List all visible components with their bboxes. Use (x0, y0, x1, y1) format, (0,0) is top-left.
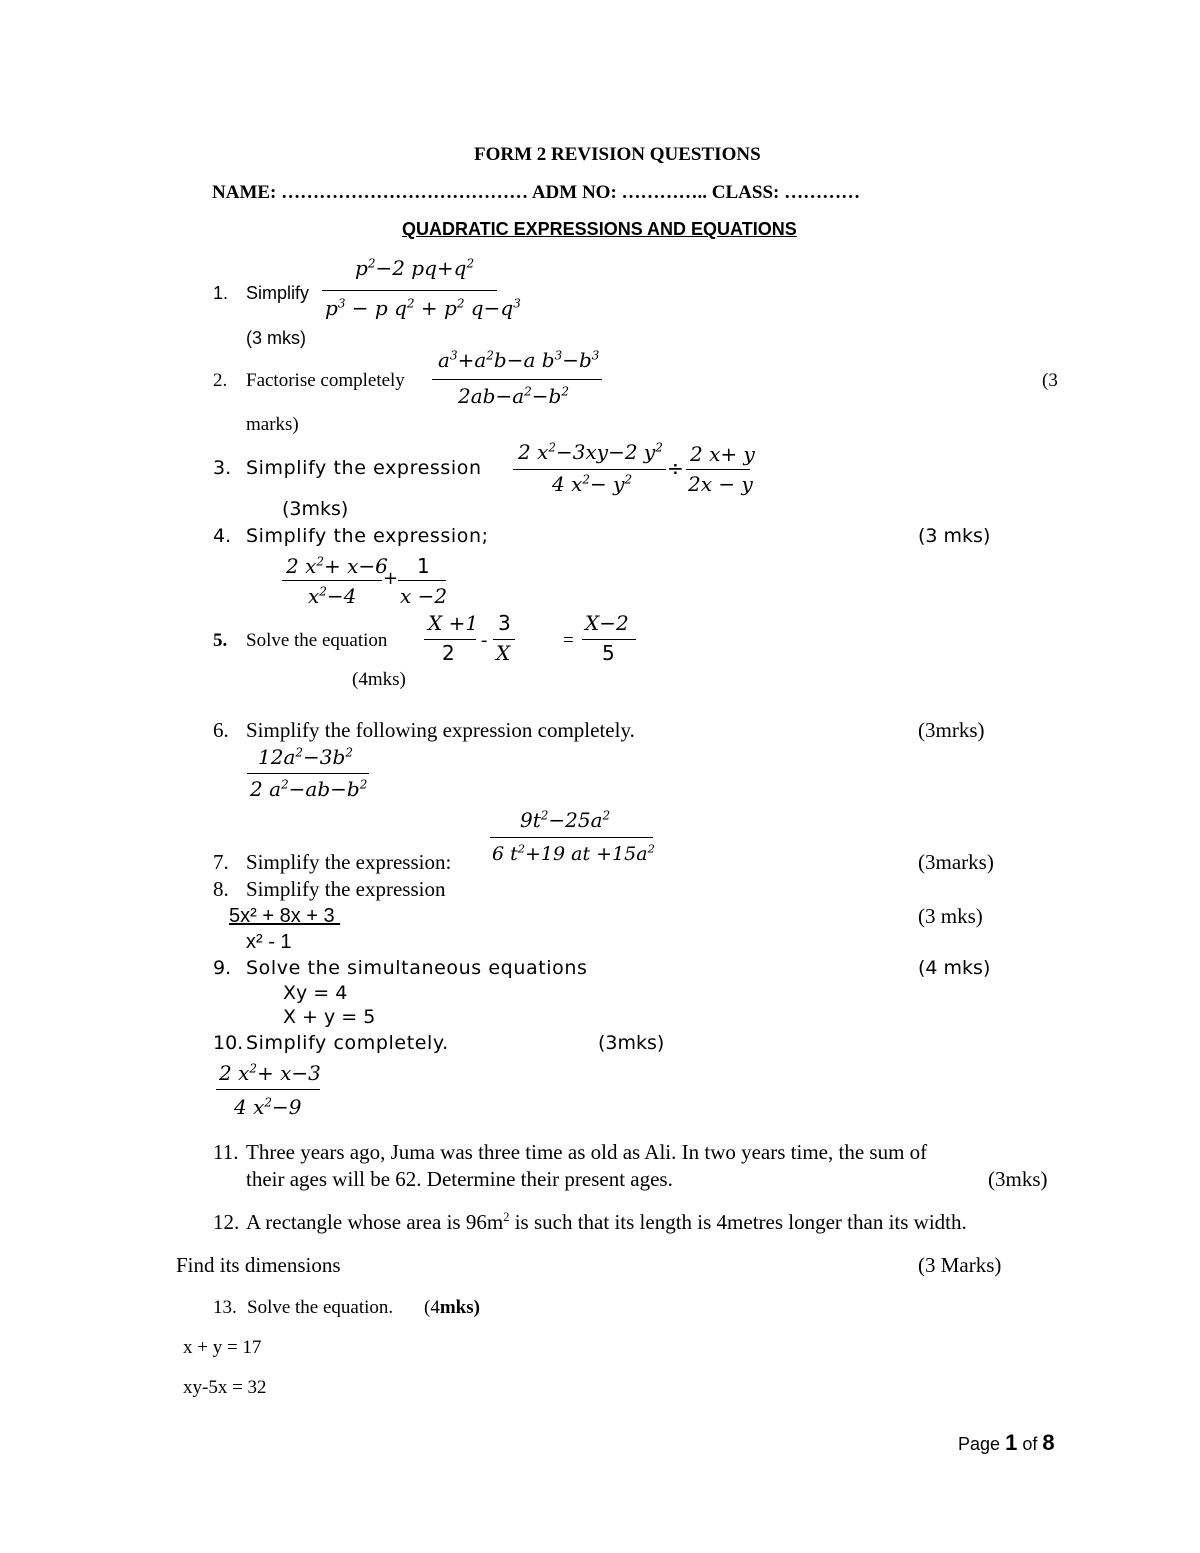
page-word: Page (958, 1434, 1001, 1454)
question-text: Solve the equation (246, 630, 388, 651)
question-text: Simplify the expression (246, 877, 446, 901)
fraction-bar (424, 639, 476, 640)
fraction-bar (398, 580, 446, 581)
question-text-part: is such that its length is 4metres longer than its width. (509, 1210, 967, 1234)
question-number: 12. (213, 1210, 240, 1234)
question-marks: (3mks) (598, 1032, 665, 1054)
page-number: 1 (1005, 1430, 1018, 1455)
fraction-denominator: 2x − y (688, 472, 753, 496)
fraction-numerator: 2 x+ y (690, 442, 755, 466)
question-text-part: A rectangle whose area is 96m (246, 1210, 504, 1234)
page-title: FORM 2 REVISION QUESTIONS (474, 144, 761, 165)
fraction-bar (432, 379, 602, 380)
page-total: 8 (1042, 1430, 1055, 1455)
fraction-numerator: $9t^2-25a^2$ (520, 808, 611, 832)
question-marks: (3 mks) (246, 328, 306, 348)
question-number: 5. (213, 630, 228, 651)
fraction-denominator: 4 $x^2-9$ (234, 1095, 302, 1119)
question-marks-continued: marks) (246, 414, 299, 435)
marks-part: (4 (424, 1297, 440, 1318)
question-marks: (3mrks) (918, 718, 985, 742)
fraction-numerator: 2 $x^2+ x-6$ (286, 554, 388, 578)
question-text: Simplify the following expression completely. (246, 718, 635, 742)
question-number: 9. (213, 957, 232, 979)
of-word: of (1022, 1434, 1038, 1454)
fraction-denominator: 5 (602, 641, 615, 665)
minus-sign: - (481, 630, 488, 651)
question-text: Simplify (246, 283, 310, 303)
question-number: 8. (213, 877, 229, 901)
question-number: 2. (213, 370, 228, 391)
question-marks: (4 mks) (918, 957, 991, 979)
equation-line: xy-5x = 32 (183, 1377, 267, 1398)
fraction-denominator: 6 $t^2+19$ at $+15a^2$ (492, 841, 655, 865)
fraction-denominator: $2ab-a^2-b^2$ (458, 384, 569, 408)
question-marks: (3 mks) (918, 904, 983, 928)
question-marks: (3marks) (918, 850, 994, 874)
question-marks: (3 Marks) (918, 1253, 1002, 1277)
fraction-bar (216, 1089, 320, 1090)
question-number: 1. (213, 283, 229, 303)
question-text: Simplify completely. (246, 1032, 449, 1054)
question-number: 6. (213, 718, 229, 742)
fraction-bar (282, 580, 382, 581)
fraction-denominator: 2 $a^2-ab-b^2$ (250, 777, 368, 801)
fraction-bar (493, 639, 515, 640)
equals-sign: = (563, 630, 574, 651)
fraction-denominator: $p^3 - p$ $q^2 + p^2$ $q-q^3$ (325, 296, 521, 320)
topic-heading: QUADRATIC EXPRESSIONS AND EQUATIONS (402, 219, 797, 239)
fraction-numerator: X +1 (428, 611, 479, 635)
question-number: 13. (213, 1297, 237, 1318)
fraction-denominator: 2 (442, 641, 455, 665)
fraction-numerator: X−2 (585, 611, 629, 635)
fraction-denominator: X (496, 641, 511, 665)
question-text: Factorise completely (246, 370, 405, 391)
question-text: Solve the simultaneous equations (246, 957, 588, 979)
question-number: 3. (213, 457, 232, 479)
fraction-numerator: $p^2-2$ $pq+q^2$ (355, 256, 475, 280)
question-marks: (3mks) (988, 1167, 1048, 1191)
marks-part-bold: mks) (439, 1297, 480, 1318)
fraction-bar (322, 290, 497, 291)
question-text-continued: Find its dimensions (176, 1253, 341, 1277)
fraction-denominator: x² - 1 (246, 931, 292, 953)
superscript: 2 (503, 1210, 510, 1224)
question-text: Solve the equation. (247, 1297, 394, 1318)
fraction-numerator: $a^3+a^2b-a$ $b^3-b^3$ (438, 348, 600, 372)
question-number: 7. (213, 850, 229, 874)
question-number: 11. (213, 1140, 239, 1164)
question-text: Simplify the expression: (246, 850, 452, 874)
fraction-numerator: 1 (417, 554, 430, 578)
question-text-continued: their ages will be 62. Determine their present ages. (246, 1167, 673, 1191)
fraction-numerator: 2 $x^2+ x-3$ (219, 1061, 321, 1085)
fraction-numerator: 5x² + 8x + 3 (229, 905, 341, 927)
equation-line: X + y = 5 (283, 1006, 376, 1028)
question-number: 4. (213, 525, 232, 547)
page-footer (958, 1432, 1055, 1454)
fraction-bar (490, 837, 653, 838)
plus-sign: + (383, 568, 399, 589)
question-marks (424, 1298, 480, 1317)
division-sign: ÷ (667, 456, 684, 480)
fraction-bar (247, 773, 369, 774)
question-marks: (3 mks) (918, 525, 991, 547)
equation-line: Xy = 4 (283, 982, 348, 1004)
fraction-numerator: $12a^2-3b^2$ (258, 745, 353, 769)
question-marks: (4mks) (352, 669, 406, 690)
fraction-numerator: 2 $x^2-3xy-2$ $y^2$ (518, 440, 663, 464)
fraction-denominator: $x^2-4$ (308, 584, 357, 608)
equation-line: x + y = 17 (183, 1337, 262, 1358)
fraction-bar (513, 469, 666, 470)
question-text: Simplify the expression; (246, 525, 489, 547)
question-text: Three years ago, Juma was three time as old as Ali. In two years time, the sum of (246, 1140, 928, 1164)
fraction-numerator: 3 (498, 611, 511, 635)
question-marks: (3mks) (282, 498, 349, 520)
fraction-bar (686, 469, 750, 470)
fraction-denominator: 4 $x^2- y^2$ (552, 472, 633, 496)
question-text (246, 1212, 967, 1233)
student-info-line: NAME: ………………………………… ADM NO: ………….. CLASS: ………… (212, 182, 861, 203)
fraction-bar (582, 639, 636, 640)
fraction-denominator: x −2 (400, 584, 448, 608)
question-marks: (3 (1042, 370, 1058, 391)
question-number: 10. (213, 1032, 244, 1054)
question-text: Simplify the expression (246, 457, 482, 479)
